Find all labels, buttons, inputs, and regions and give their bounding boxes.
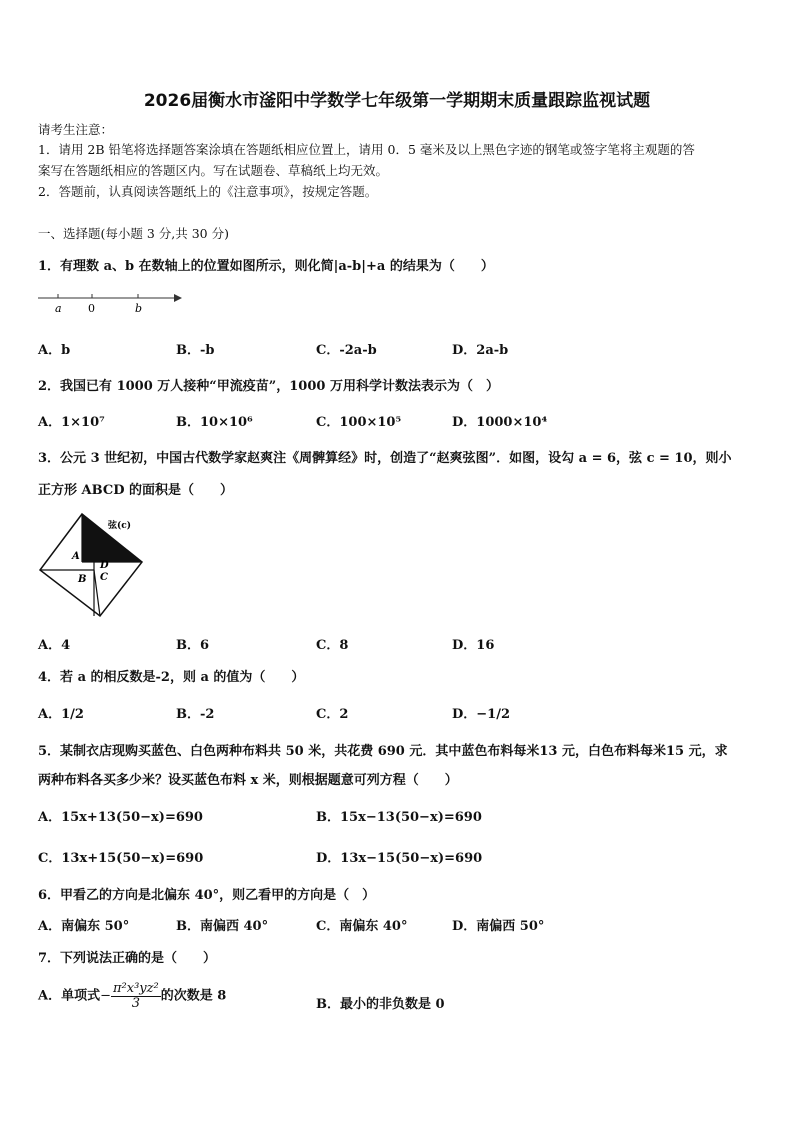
notice-line-1: 1．请用 2B 铅笔将选择题答案涂填在答题纸相应位置上，请用 0．5 毫米及以上黑色字迹的钢笔或签字笔将主观题的答 (38, 142, 695, 157)
question-6-stem: 6．甲看乙的方向是北偏东 40°，则乙看甲的方向是（ ） (38, 888, 376, 903)
page-title: 2026届衡水市滏阳中学数学七年级第一学期期末质量跟踪监视试题 (143, 91, 651, 111)
q5-option-d[interactable]: D．13x−15(50−x)=690 (316, 851, 483, 866)
q6-option-d[interactable]: D．南偏西 50° (452, 919, 545, 934)
q1-option-d[interactable]: D．2a-b (452, 343, 509, 358)
q5-option-a[interactable]: A．15x+13(50−x)=690 (38, 810, 203, 825)
q2-option-d[interactable]: D．1000×10⁴ (452, 415, 548, 430)
q7-option-a-prefix: A．单项式 (38, 988, 101, 1004)
q3-option-d[interactable]: D．16 (452, 638, 495, 653)
label-xian: 弦(c) (108, 521, 131, 531)
q7-option-b[interactable]: B．最小的非负数是 0 (316, 997, 445, 1012)
q1-option-b[interactable]: B．-b (176, 343, 215, 358)
question-5-stem-2: 两种布料各买多少米？设买蓝色布料 x 米，则根据题意可列方程（ ） (38, 773, 458, 788)
label-C: C (100, 572, 108, 583)
axis-label-b: b (135, 302, 143, 315)
label-D: D (100, 560, 109, 571)
q3-option-c[interactable]: C．8 (316, 638, 349, 653)
axis-label-a: a (55, 302, 62, 315)
question-4-stem: 4．若 a 的相反数是-2，则 a 的值为（ ） (38, 670, 305, 685)
q7-option-a-suffix: 的次数是 8 (160, 988, 227, 1004)
q1-option-a[interactable]: A．b (38, 343, 71, 358)
question-3-stem-2: 正方形 ABCD 的面积是（ ） (38, 483, 233, 498)
label-B: B (78, 574, 87, 585)
q2-option-b[interactable]: B．10×10⁶ (176, 415, 253, 430)
q6-option-b[interactable]: B．南偏西 40° (176, 919, 269, 934)
notice-line-1b: 案写在答题纸相应的答题区内。写在试题卷、草稿纸上均无效。 (38, 163, 389, 178)
q4-option-d[interactable]: D．−1/2 (452, 707, 511, 722)
q6-option-a[interactable]: A．南偏东 50° (38, 919, 130, 934)
q7-option-a[interactable]: A．单项式− $\frac{\text{π²x³yz²}}{3}$ 的次数是 8 (38, 981, 227, 1011)
q4-option-b[interactable]: B．-2 (176, 707, 215, 722)
q2-option-a[interactable]: A．1×10⁷ (38, 415, 105, 430)
monomial-denominator: 3 (131, 995, 140, 1011)
q3-option-b[interactable]: B．6 (176, 638, 210, 653)
q4-option-a[interactable]: A．1/2 (38, 707, 84, 722)
question-1-stem: 1．有理数 a、b 在数轴上的位置如图所示，则化简|a-b|+a 的结果为（ ） (38, 259, 494, 274)
q3-option-a[interactable]: A．4 (38, 638, 71, 653)
monomial-fraction (111, 982, 161, 1010)
q4-option-c[interactable]: C．2 (316, 707, 349, 722)
q1-option-c[interactable]: C．-2a-b (316, 343, 377, 358)
section-heading: 一、选择题(每小题 3 分,共 30 分) (38, 226, 229, 241)
number-line-figure (36, 288, 186, 318)
question-2-stem: 2．我国已有 1000 万人接种“甲流疫苗”，1000 万用科学计数法表示为（ ） (38, 379, 499, 394)
label-A: A (72, 551, 80, 562)
q5-option-b[interactable]: B．15x−13(50−x)=690 (316, 810, 482, 825)
question-5-stem-1: 5．某制衣店现购买蓝色、白色两种布料共 50 米，共花费 690 元．其中蓝色布料每米13 元，白色布料每米15 元，求 (38, 744, 728, 759)
q6-option-c[interactable]: C．南偏东 40° (316, 919, 408, 934)
question-7-stem: 7．下列说法正确的是（ ） (38, 951, 217, 966)
zhao-shuang-figure (38, 512, 148, 620)
axis-label-0: 0 (88, 302, 95, 315)
notice-heading: 请考生注意： (38, 122, 114, 137)
q5-option-c[interactable]: C．13x+15(50−x)=690 (38, 851, 204, 866)
notice-line-2: 2．答题前，认真阅读答题纸上的《注意事项》，按规定答题。 (38, 184, 378, 199)
question-3-stem-1: 3．公元 3 世纪初，中国古代数学家赵爽注《周髀算经》时，创造了“赵爽弦图”．如图，设勾 a = 6，弦 c = 10，则小 (38, 451, 732, 466)
monomial-numerator: π²x³yz² (113, 981, 159, 996)
q2-option-c[interactable]: C．100×10⁵ (316, 415, 402, 430)
